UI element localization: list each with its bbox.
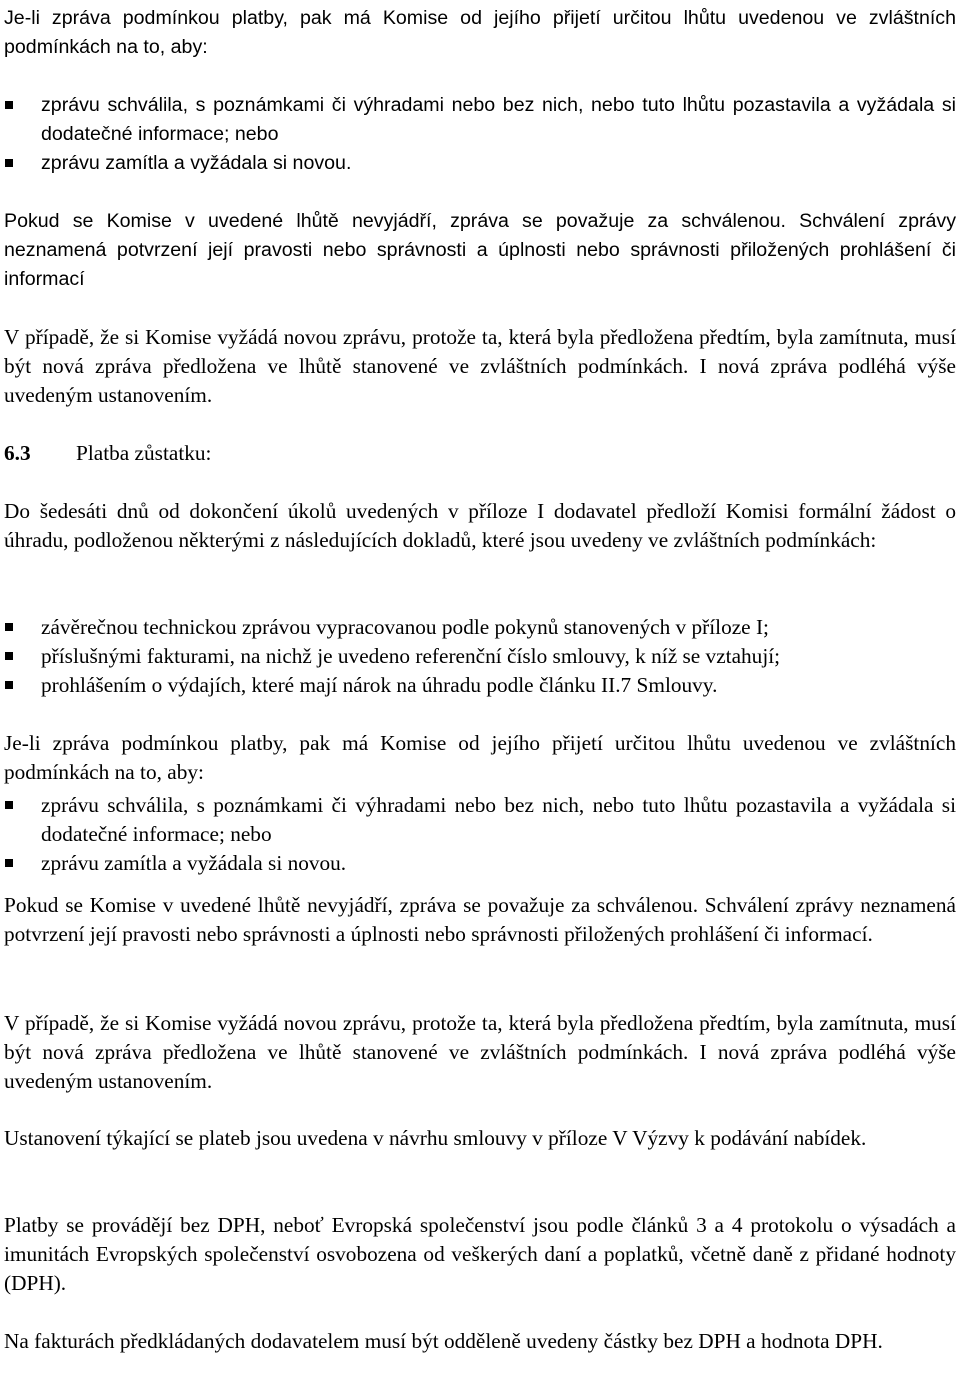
list-item: prohlášením o výdajích, které mají nárok na úhradu podle článku II.7 Smlouvy. (4, 671, 956, 700)
square-bullet-icon (5, 801, 13, 809)
section-paragraph-conditions: Je-li zpráva podmínkou platby, pak má Komise od jejího přijetí určitou lhůtu uvedenou ve zvláštních podmínkách na to, aby: (4, 731, 956, 784)
intro-paragraph-new-report: V případě, že si Komise vyžádá novou zprávu, protože ta, která byla předložena předtím, byla zamítnuta, musí být nová zpráva předložena ve lhůtě stanovené ve zvláštních podmínkách. I nová zpráva podléhá výše uvedeným ustanovením. (4, 325, 956, 407)
square-bullet-icon (5, 101, 13, 109)
list-item: zprávu schválila, s poznámkami či výhradami nebo bez nich, nebo tuto lhůtu pozastavila a vyžádala si dodatečné informace; nebo (4, 791, 956, 849)
documents-bullet-list (4, 613, 956, 700)
section-paragraph-new-report: V případě, že si Komise vyžádá novou zprávu, protože ta, která byla předložena předtím, byla zamítnuta, musí být nová zpráva předložena ve lhůtě stanovené ve zvláštních podmínkách. I nová zpráva podléhá výše uvedeným ustanovením. (4, 1011, 956, 1093)
square-bullet-icon (5, 859, 13, 867)
section-paragraph-request: Do šedesáti dnů od dokončení úkolů uvedených v příloze I dodavatel předloží Komisi formální žádost o úhradu, podloženou některými z následujících dokladů, které jsou uvedeny ve zvláštních podmínkách: (4, 499, 956, 552)
square-bullet-icon (5, 159, 13, 167)
intro-paragraph-approval: Pokud se Komise v uvedené lhůtě nevyjádří, zpráva se považuje za schválenou. Schválení zprávy neznamená potvrzení její pravosti nebo správnosti a úplnosti nebo správnosti přiložených prohlášení či informací (4, 210, 956, 290)
section-paragraph-invoices: Na fakturách předkládaných dodavatelem musí být odděleně uvedeny částky bez DPH a hodnota DPH. (4, 1329, 883, 1353)
list-item: zprávu schválila, s poznámkami či výhradami nebo bez nich, nebo tuto lhůtu pozastavila a vyžádala si dodatečné informace; nebo (4, 91, 956, 149)
section-paragraph-vat-exemption: Platby se provádějí bez DPH, neboť Evropská společenství jsou podle článků 3 a 4 protokolu o výsadách a imunitách Evropských společenství osvobozena od veškerých daní a poplatků, včetně daně z přidané hodnoty (DPH). (4, 1213, 956, 1295)
list-item: zprávu zamítla a vyžádala si novou. (4, 149, 956, 178)
section-number: 6.3 (4, 441, 31, 465)
square-bullet-icon (5, 681, 13, 689)
list-item: příslušnými fakturami, na nichž je uvedeno referenční číslo smlouvy, k níž se vztahují; (4, 642, 956, 671)
section-paragraph-approval: Pokud se Komise v uvedené lhůtě nevyjádří, zpráva se považuje za schválenou. Schválení zprávy neznamená potvrzení její pravosti nebo správnosti a úplnosti nebo správnosti přiložených prohlášení či informací. (4, 893, 956, 946)
section-title: Platba zůstatku: (76, 441, 212, 465)
intro-bullet-list (4, 91, 956, 178)
square-bullet-icon (5, 652, 13, 660)
approval-bullet-list (4, 791, 956, 878)
section-paragraph-payment-provisions: Ustanovení týkající se plateb jsou uvedena v návrhu smlouvy v příloze V Výzvy k podávání nabídek. (4, 1126, 867, 1150)
section-heading (4, 439, 956, 468)
list-item: závěrečnou technickou zprávou vypracovanou podle pokynů stanovených v příloze I; (4, 613, 956, 642)
list-item: zprávu zamítla a vyžádala si novou. (4, 849, 956, 878)
square-bullet-icon (5, 623, 13, 631)
intro-paragraph-conditions: Je-li zpráva podmínkou platby, pak má Komise od jejího přijetí určitou lhůtu uvedenou ve zvláštních podmínkách na to, aby: (4, 7, 956, 58)
